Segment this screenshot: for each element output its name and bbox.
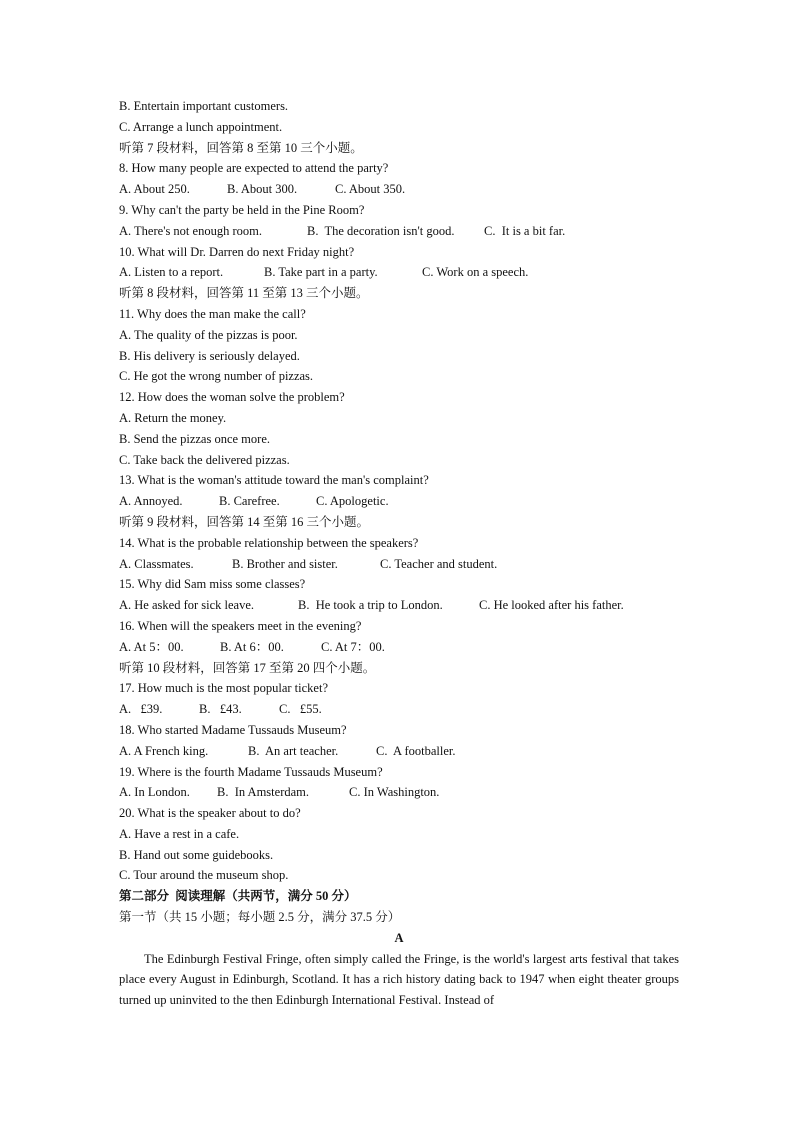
question-line: 20. What is the speaker about to do? — [119, 806, 301, 821]
question-line: A. Have a rest in a cafe. — [119, 826, 240, 841]
option-c: C. About 350. — [335, 182, 406, 197]
option-b: B. Carefree. — [219, 494, 280, 509]
option-c: C. It is a bit far. — [484, 223, 566, 238]
option-b: B. Brother and sister. — [232, 556, 338, 571]
question-line: 18. Who started Madame Tussauds Museum? — [119, 722, 347, 737]
option-c: C. At 7：00. — [321, 639, 385, 654]
option-b: B. £43. — [199, 702, 242, 717]
option-b: B. At 6：00. — [220, 639, 284, 654]
options-row — [119, 699, 679, 720]
option-c: C. Apologetic. — [316, 494, 389, 509]
options-row — [119, 741, 679, 762]
listening-instruction: 听第 7 段材料，回答第 8 至第 10 三个小题。 — [119, 140, 363, 155]
listening-instruction: 听第 9 段材料，回答第 14 至第 16 三个小题。 — [119, 514, 370, 529]
question-line: A. The quality of the pizzas is poor. — [119, 327, 298, 342]
options-row — [119, 179, 679, 200]
passage-text: The Edinburgh Festival Fringe, often simply called the Fringe, is the world's largest arts festival that takes place every August in Edinburgh, Scotland. It has a rich history dating back to 1947 when eight theater groups turned up uninvited to the then Edinburgh International Festival. Instead of — [119, 951, 679, 1008]
option-b: B. He took a trip to London. — [298, 598, 443, 613]
question-line: B. Entertain important customers. — [119, 99, 289, 113]
option-a: A. Listen to a report. — [119, 265, 224, 280]
option-a: A. A French king. — [119, 743, 209, 758]
option-b: B. Take part in a party. — [264, 265, 378, 280]
question-line: 10. What will Dr. Darren do next Friday night? — [119, 244, 355, 259]
options-row — [119, 595, 679, 616]
options-row — [119, 554, 679, 575]
option-a: A. He asked for sick leave. — [119, 598, 255, 613]
question-line: C. He got the wrong number of pizzas. — [119, 369, 314, 384]
option-b: B. The decoration isn't good. — [307, 223, 455, 238]
question-line: 17. How much is the most popular ticket? — [119, 681, 328, 696]
question-line: B. His delivery is seriously delayed. — [119, 348, 300, 363]
options-row — [119, 491, 679, 512]
option-a: A. £39. — [119, 702, 163, 717]
question-line: 8. How many people are expected to attend the party? — [119, 161, 389, 176]
question-list — [119, 96, 679, 886]
question-line: C. Take back the delivered pizzas. — [119, 452, 290, 467]
listening-instruction: 听第 8 段材料，回答第 11 至第 13 三个小题。 — [119, 286, 369, 301]
option-c: C. He looked after his father. — [479, 598, 624, 613]
options-row — [119, 782, 679, 803]
question-line: 15. Why did Sam miss some classes? — [119, 577, 306, 592]
question-line: 9. Why can't the party be held in the Pine Room? — [119, 202, 365, 217]
option-a: A. About 250. — [119, 182, 190, 197]
option-a: A. Classmates. — [119, 556, 194, 571]
section-title: 第二部分 阅读理解（共两节，满分 50 分） — [119, 889, 357, 904]
section-subtitle: 第一节（共 15 小题；每小题 2.5 分，满分 37.5 分） — [119, 910, 401, 925]
exam-page — [119, 96, 679, 1011]
question-line: C. Arrange a lunch appointment. — [119, 119, 283, 134]
question-line: B. Send the pizzas once more. — [119, 431, 270, 446]
question-line: 12. How does the woman solve the problem? — [119, 390, 345, 405]
option-c: C. In Washington. — [349, 785, 440, 800]
option-c: C. Work on a speech. — [422, 265, 529, 280]
option-c: C. A footballer. — [376, 743, 456, 758]
option-b: B. An art teacher. — [248, 743, 339, 758]
question-line: 13. What is the woman's attitude toward the man's complaint? — [119, 473, 429, 488]
option-b: B. About 300. — [227, 182, 298, 197]
question-line: B. Hand out some guidebooks. — [119, 847, 274, 862]
option-a: A. Annoyed. — [119, 494, 183, 509]
question-line: 19. Where is the fourth Madame Tussauds Museum? — [119, 764, 383, 779]
listening-instruction: 听第 10 段材料，回答第 17 至第 20 四个小题。 — [119, 660, 376, 675]
options-row — [119, 637, 679, 658]
option-a: A. In London. — [119, 785, 190, 800]
options-row — [119, 262, 679, 283]
option-b: B. In Amsterdam. — [217, 785, 310, 800]
option-c: C. Teacher and student. — [380, 556, 498, 571]
question-line: C. Tour around the museum shop. — [119, 868, 289, 883]
question-line: 11. Why does the man make the call? — [119, 306, 306, 321]
question-line: A. Return the money. — [119, 410, 227, 425]
option-c: C. £55. — [279, 702, 322, 717]
option-a: A. There's not enough room. — [119, 223, 262, 238]
question-line: 16. When will the speakers meet in the evening? — [119, 618, 362, 633]
options-row — [119, 221, 679, 242]
passage-label: A — [394, 930, 404, 945]
question-line: 14. What is the probable relationship between the speakers? — [119, 535, 419, 550]
option-a: A. At 5：00. — [119, 639, 184, 654]
